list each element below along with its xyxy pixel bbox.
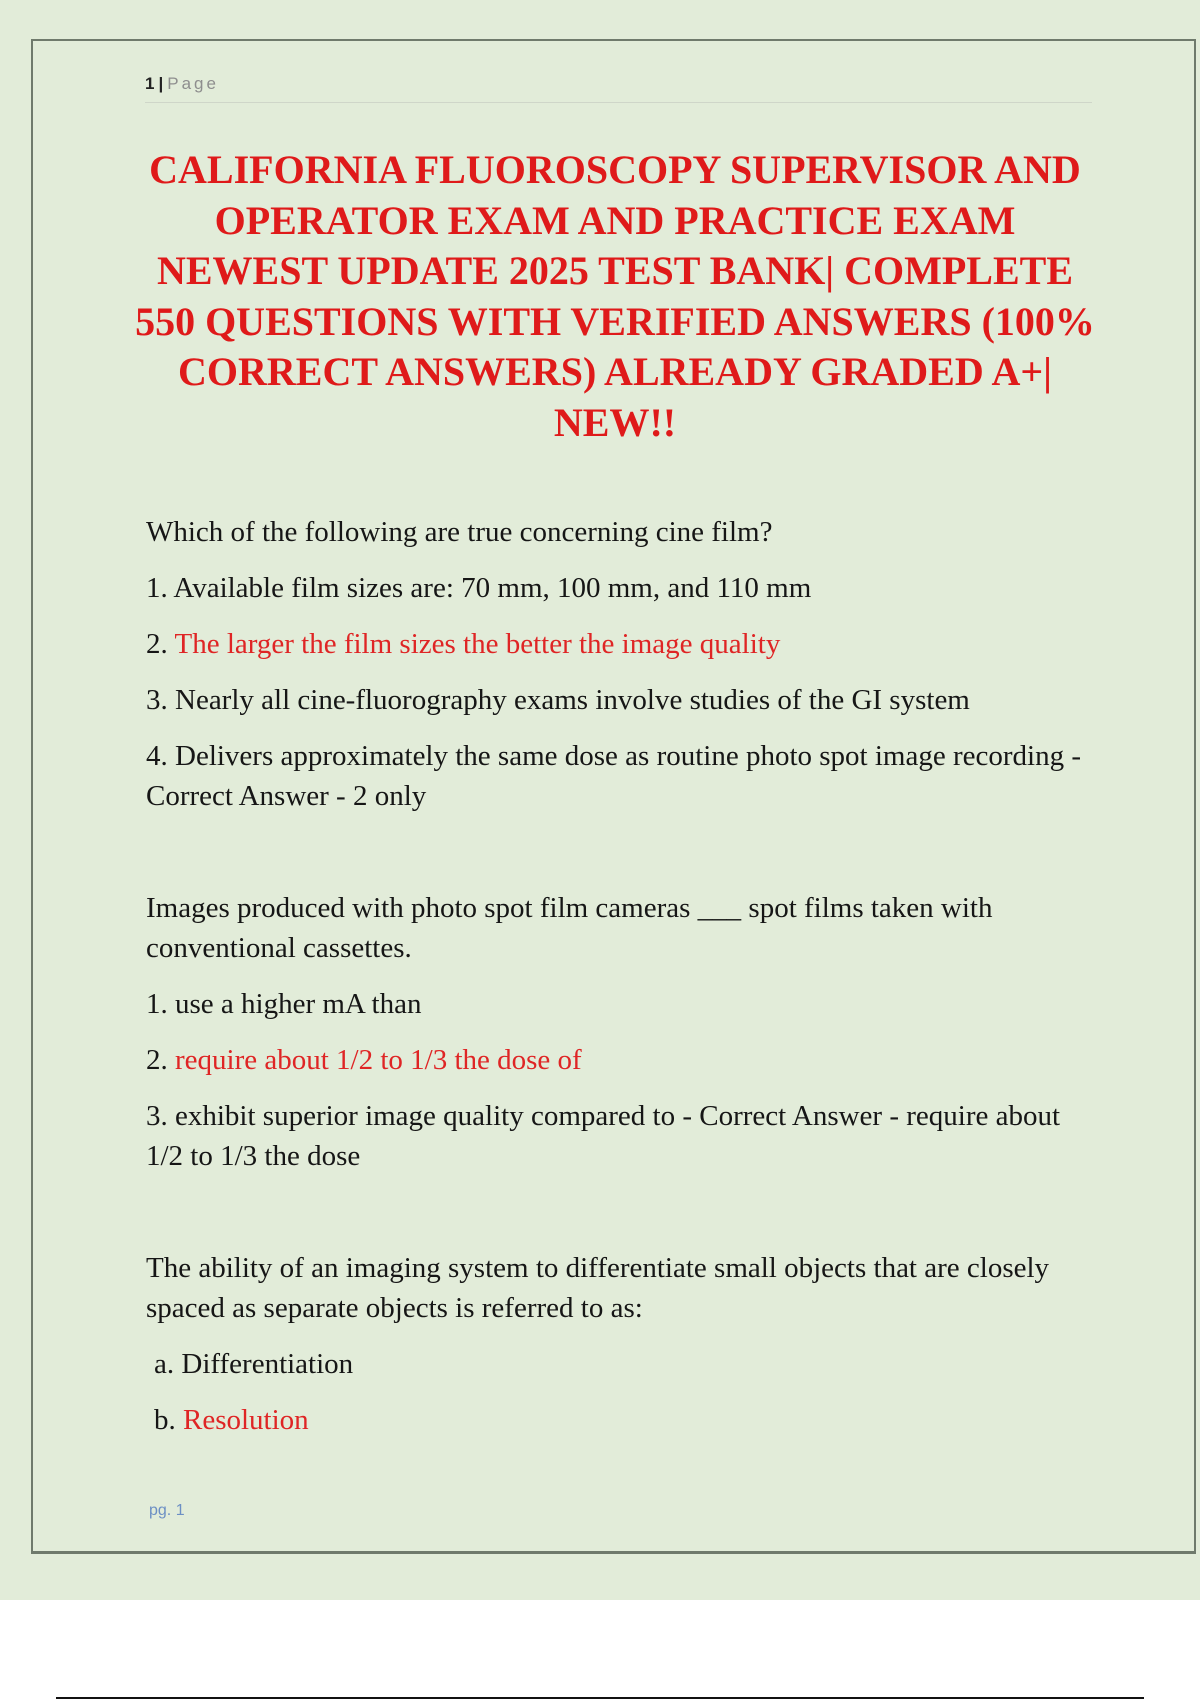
- option-prefix: 1.: [146, 572, 174, 604]
- answer-option-correct: [146, 1400, 1096, 1440]
- answer-option-correct: [146, 1040, 1096, 1080]
- answer-option: [146, 736, 1096, 816]
- header-page-number: 1: [145, 74, 155, 93]
- option-text: use a higher mA than: [175, 988, 422, 1020]
- option-prefix: 2.: [146, 628, 175, 660]
- answer-option-correct: [146, 624, 1096, 664]
- question-block: [146, 512, 1096, 816]
- question-list: [146, 512, 1096, 1512]
- option-text: Nearly all cine-fluorography exams involve studies of the GI system: [175, 684, 970, 716]
- option-text-correct: require about 1/2 to 1/3 the dose of: [175, 1044, 582, 1076]
- option-prefix: 4.: [146, 740, 175, 772]
- bottom-divider: [56, 1697, 1144, 1699]
- page-header: [145, 74, 1092, 103]
- header-separator: |: [158, 74, 164, 93]
- question-prompt: The ability of an imaging system to differentiate small objects that are closely spaced as separate objects is referred to as:: [146, 1252, 1050, 1324]
- option-text: Delivers approximately the same dose as routine photo spot image recording - Correct Answer - 2 only: [146, 740, 1081, 812]
- answer-option: [146, 568, 1096, 608]
- option-text: exhibit superior image quality compared to - Correct Answer - require about 1/2 to 1/3 the dose: [146, 1100, 1061, 1172]
- page-footer: pg. 1: [149, 1502, 185, 1519]
- option-prefix: a.: [154, 1348, 182, 1380]
- question-prompt: Images produced with photo spot film cameras ___ spot films taken with conventional cassettes.: [146, 892, 993, 964]
- option-prefix: 3.: [146, 684, 175, 716]
- option-prefix: 3.: [146, 1100, 175, 1132]
- question-block: [146, 1248, 1096, 1440]
- option-text-correct: Resolution: [183, 1404, 309, 1436]
- document-title: CALIFORNIA FLUOROSCOPY SUPERVISOR AND OPERATOR EXAM AND PRACTICE EXAM NEWEST UPDATE 2025 TEST BANK| COMPLETE 550 QUESTIONS WITH VERIFIED ANSWERS (100% CORRECT ANSWERS) ALREADY GRADED A+| NEW!!: [135, 147, 1095, 445]
- option-prefix: 1.: [146, 988, 175, 1020]
- answer-option: [146, 1096, 1096, 1176]
- answer-option: [146, 1344, 1096, 1384]
- header-page-label: Page: [167, 74, 219, 93]
- option-prefix: 2.: [146, 1044, 175, 1076]
- answer-option: [146, 984, 1096, 1024]
- option-prefix: b.: [154, 1404, 183, 1436]
- question-prompt: Which of the following are true concerning cine film?: [146, 516, 773, 548]
- answer-option: [146, 680, 1096, 720]
- option-text-correct: The larger the film sizes the better the image quality: [174, 628, 781, 660]
- question-block: [146, 888, 1096, 1176]
- option-text: Available film sizes are: 70 mm, 100 mm, and 110 mm: [173, 572, 812, 604]
- option-text: Differentiation: [181, 1348, 354, 1380]
